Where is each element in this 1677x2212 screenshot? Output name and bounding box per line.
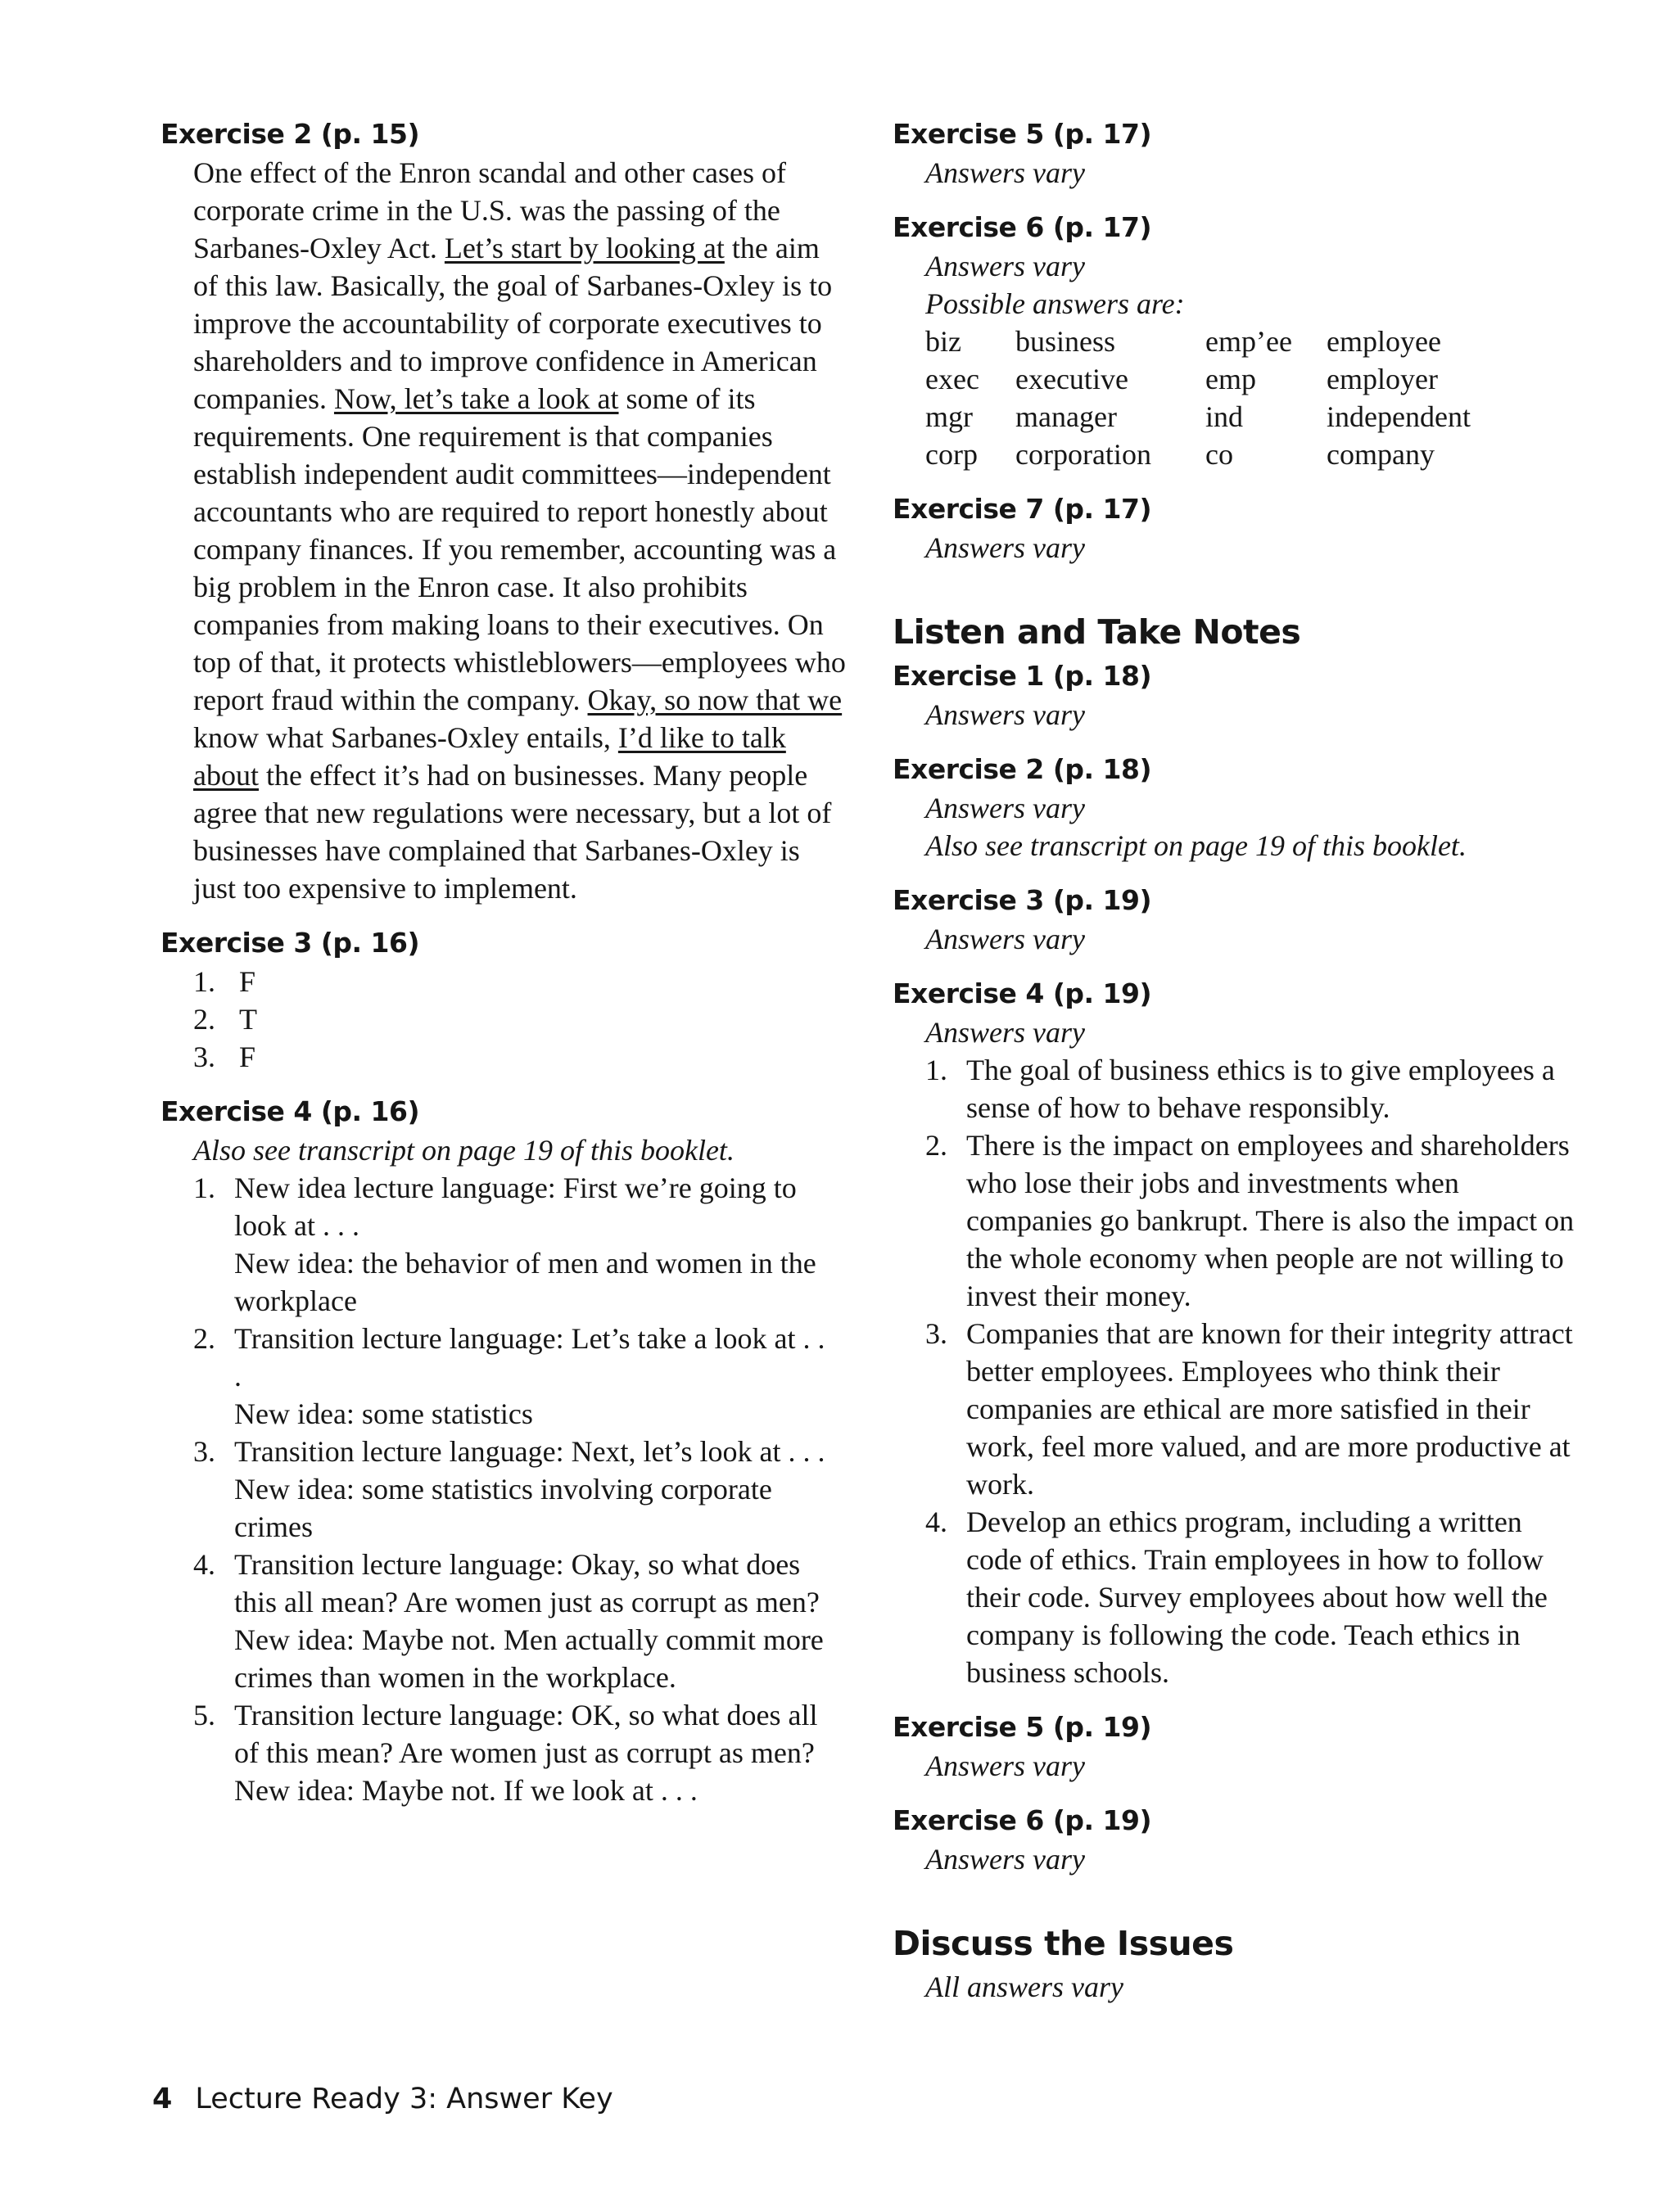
- page-number: 4: [152, 2083, 173, 2115]
- list-item: [160, 1038, 881, 1076]
- answer-text: Answers vary: [925, 531, 1085, 564]
- lecture-transcript: [160, 154, 848, 907]
- item-number: 2.: [193, 1003, 215, 1036]
- item-number: 3.: [925, 1317, 947, 1350]
- table-cell: employer: [1327, 363, 1438, 395]
- section-heading: Listen and Take Notes: [893, 612, 1301, 652]
- table-cell: independent: [1327, 400, 1471, 433]
- exercise-heading: Exercise 3 (p. 19): [893, 884, 1152, 916]
- new-idea: New idea: the behavior of men and women in the workplace: [234, 1247, 816, 1317]
- listen-and-take-notes-section: [893, 607, 1613, 1878]
- transcript-note: Also see transcript on page 19 of this booklet.: [193, 1134, 735, 1167]
- answer-list: [893, 1051, 1580, 1691]
- item-number: 3.: [193, 1041, 215, 1073]
- right-column: [893, 115, 1613, 2006]
- exercise-2-p15: [160, 115, 881, 907]
- lecture-language: Transition lecture language: Okay, so what does this all mean? Are women just as corrupt as men?: [234, 1548, 820, 1618]
- item-number: 4.: [925, 1506, 947, 1538]
- item-number: 3.: [193, 1435, 215, 1468]
- listen-exercise-4: [893, 974, 1613, 1691]
- item-text: F: [239, 1041, 256, 1073]
- underlined-phrase: Let’s start by looking at: [444, 232, 725, 264]
- listen-exercise-5: [893, 1708, 1613, 1785]
- exercise-heading: Exercise 6 (p. 19): [893, 1804, 1152, 1836]
- lecture-language: Transition lecture language: Next, let’s look at . . .: [234, 1435, 825, 1468]
- item-number: 4.: [193, 1548, 215, 1581]
- answer-text: Answers vary: [925, 792, 1085, 824]
- exercise-heading: Exercise 1 (p. 18): [893, 660, 1152, 692]
- table-cell: exec: [925, 363, 979, 395]
- item-text: Develop an ethics program, including a written code of ethics. Train employees in how to follow their code. Survey employees about how well the company is following the code. Teach ethics in business schools.: [966, 1506, 1548, 1689]
- exercise-heading: Exercise 2 (p. 15): [160, 118, 420, 150]
- list-item: [893, 1315, 1580, 1503]
- answer-text: Answers vary: [925, 250, 1085, 282]
- listen-exercise-3: [893, 881, 1613, 958]
- table-row: [925, 323, 1471, 360]
- text: the effect it’s had on businesses. Many people agree that new regulations were necessary, but a lot of businesses have complained that Sarbanes-Oxley is just too expensive to implement.: [193, 759, 832, 905]
- text: One effect of the Enron scandal and other cases of corporate crime in the U.S. was the passing of the Sarbanes-Oxley Act.: [193, 156, 787, 264]
- new-idea: New idea: Maybe not. Men actually commit more crimes than women in the workplace.: [234, 1623, 824, 1694]
- item-text: The goal of business ethics is to give employees a sense of how to behave responsibly.: [966, 1054, 1555, 1124]
- listen-exercise-1: [893, 657, 1613, 734]
- item-text: F: [239, 965, 256, 998]
- exercise-5-p17: [893, 115, 1613, 192]
- listen-exercise-2: [893, 750, 1613, 864]
- transcript-note: Also see transcript on page 19 of this booklet.: [925, 829, 1467, 862]
- underlined-phrase: Now, let’s take a look at: [333, 382, 619, 415]
- list-item: [160, 1433, 832, 1546]
- list-item: [893, 1051, 1580, 1126]
- page-footer: [152, 2079, 613, 2119]
- table-cell: manager: [1015, 400, 1117, 433]
- table-cell: emp’ee: [1205, 325, 1292, 358]
- list-item: [893, 1503, 1580, 1691]
- exercise-heading: Exercise 5 (p. 17): [893, 118, 1152, 150]
- lecture-language: New idea lecture language: First we’re going to look at . . .: [234, 1171, 797, 1242]
- table-cell: ind: [1205, 400, 1244, 433]
- footer-title: Lecture Ready 3: Answer Key: [195, 2083, 613, 2115]
- answer-text: Answers vary: [925, 1749, 1085, 1782]
- exercise-heading: Exercise 5 (p. 19): [893, 1711, 1152, 1743]
- answer-text: Answers vary: [925, 1843, 1085, 1876]
- possible-answers-label: Possible answers are:: [925, 287, 1185, 320]
- new-idea: New idea: some statistics involving corporate crimes: [234, 1473, 772, 1543]
- table-row: [925, 436, 1471, 473]
- item-number: 5.: [193, 1699, 215, 1731]
- list-item: [160, 1169, 832, 1320]
- exercise-heading: Exercise 6 (p. 17): [893, 211, 1152, 243]
- answer-text: All answers vary: [925, 1970, 1123, 2003]
- exercise-3-p16: [160, 923, 881, 1076]
- new-idea: New idea: Maybe not. If we look at . . .: [234, 1774, 698, 1807]
- answer-text: Answers vary: [925, 698, 1085, 731]
- text: the aim of this law. Basically, the goal of Sarbanes-Oxley is to improve the accountability of corporate executives to shareholders and to improve confidence in American companies.: [193, 232, 833, 415]
- table-cell: executive: [1015, 363, 1128, 395]
- item-number: 1.: [193, 965, 215, 998]
- exercise-4-p16: [160, 1092, 881, 1809]
- item-number: 2.: [193, 1322, 215, 1355]
- item-text: There is the impact on employees and shareholders who lose their jobs and investments when companies go bankrupt. There is also the impact on the whole economy when people are not willing to invest their money.: [966, 1129, 1575, 1312]
- table-cell: company: [1327, 438, 1435, 471]
- table-row: [925, 360, 1471, 398]
- discuss-the-issues-section: [893, 1919, 1613, 2006]
- abbreviation-table: [925, 323, 1471, 473]
- answer-list: [160, 963, 881, 1076]
- list-item: [160, 1546, 832, 1696]
- exercise-7-p17: [893, 490, 1613, 567]
- list-item: [160, 963, 881, 1000]
- answer-list: [160, 1169, 832, 1809]
- item-text: T: [239, 1003, 257, 1036]
- table-cell: corporation: [1015, 438, 1151, 471]
- exercise-heading: Exercise 2 (p. 18): [893, 753, 1152, 785]
- new-idea: New idea: some statistics: [234, 1397, 533, 1430]
- exercise-heading: Exercise 4 (p. 16): [160, 1095, 420, 1127]
- table-cell: business: [1015, 325, 1116, 358]
- table-cell: mgr: [925, 400, 973, 433]
- exercise-heading: Exercise 4 (p. 19): [893, 977, 1152, 1009]
- table-cell: co: [1205, 438, 1233, 471]
- exercise-heading: Exercise 3 (p. 16): [160, 927, 420, 959]
- table-cell: emp: [1205, 363, 1256, 395]
- item-number: 1.: [193, 1171, 215, 1204]
- table-cell: biz: [925, 325, 961, 358]
- item-text: Companies that are known for their integrity attract better employees. Employees who think their companies are ethical are more satisfied in their work, feel more valued, and are more productive at work.: [966, 1317, 1573, 1501]
- underlined-phrase: I’d like to talk about: [193, 721, 786, 792]
- lecture-language: Transition lecture language: Let’s take a look at . . .: [234, 1322, 825, 1393]
- underlined-phrase: Okay, so now that we: [587, 684, 843, 716]
- table-row: [925, 398, 1471, 436]
- exercise-6-p17: [893, 208, 1613, 473]
- lecture-language: Transition lecture language: OK, so what does all of this mean? Are women just as corrupt as men?: [234, 1699, 818, 1769]
- answer-text: Answers vary: [925, 156, 1085, 189]
- listen-exercise-6: [893, 1801, 1613, 1878]
- list-item: [160, 1000, 881, 1038]
- text: some of its requirements. One requirement is that companies establish independent audit committees—independent accountants who are required to report honestly about company finances. If you remember, accounting was a big problem in the Enron case. It also prohibits companies from making loans to their executives. On top of that, it protects whistleblowers—employees who report fraud within the company.: [193, 382, 846, 716]
- left-column: [160, 115, 881, 1826]
- text: know what Sarbanes-Oxley entails,: [193, 721, 618, 754]
- item-number: 1.: [925, 1054, 947, 1086]
- list-item: [893, 1126, 1580, 1315]
- exercise-heading: Exercise 7 (p. 17): [893, 493, 1152, 525]
- list-item: [160, 1320, 832, 1433]
- section-heading: Discuss the Issues: [893, 1924, 1234, 1963]
- list-item: [160, 1696, 832, 1809]
- table-cell: employee: [1327, 325, 1441, 358]
- item-number: 2.: [925, 1129, 947, 1162]
- answer-text: Answers vary: [925, 1016, 1085, 1049]
- answer-text: Answers vary: [925, 923, 1085, 955]
- table-cell: corp: [925, 438, 978, 471]
